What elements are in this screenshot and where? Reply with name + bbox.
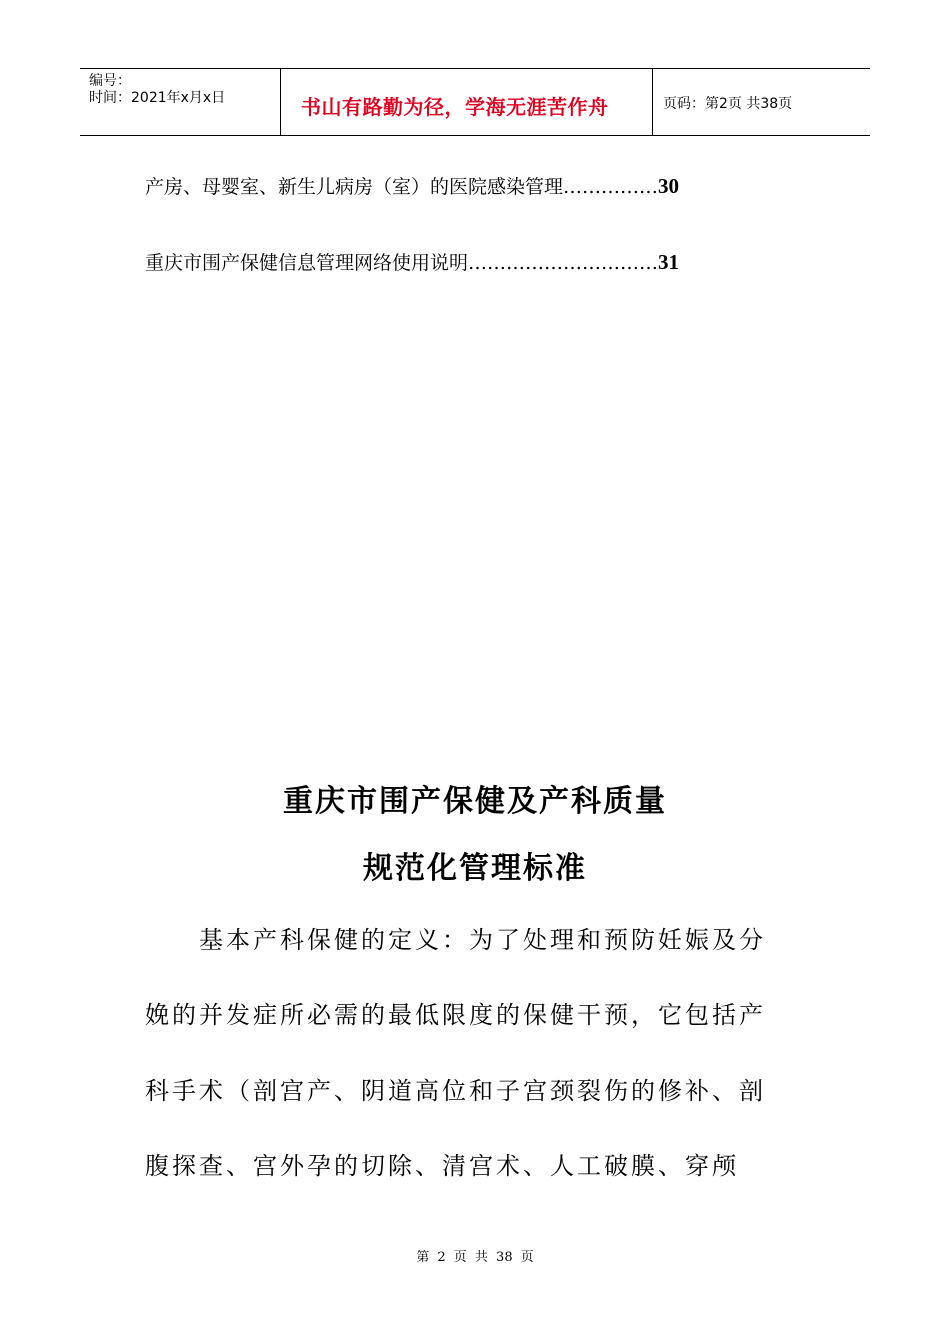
toc-entry-page: 30	[658, 174, 680, 198]
toc-entry-text: 产房、母婴室、新生儿病房（室）的医院感染管理	[145, 176, 564, 198]
number-label: 编号：	[89, 73, 131, 89]
body-text-line: 基本产科保健的定义：为了处理和预防妊娠及分	[145, 926, 766, 954]
header-motto: 书山有路勤为径，学海无涯苦作舟	[281, 69, 653, 135]
toc-entry	[145, 248, 785, 275]
document-title-line-2: 规范化管理标准	[363, 851, 587, 886]
toc-entry-text: 重庆市围产保健信息管理网络使用说明	[145, 252, 469, 274]
body-text-line: 科手术（剖宫产、阴道高位和子宫颈裂伤的修补、剖	[145, 1077, 766, 1105]
document-title-line-1: 重庆市围产保健及产科质量	[283, 784, 667, 819]
header-meta	[80, 69, 281, 135]
page-header	[80, 68, 870, 136]
body-text-line: 娩的并发症所必需的最低限度的保健干预，它包括产	[145, 1001, 766, 1029]
toc-entry	[145, 172, 785, 199]
time-label: 时间：2021年x月x日	[89, 90, 226, 106]
body-text-line: 腹探查、宫外孕的切除、清宫术、人工破膜、穿颅	[145, 1152, 739, 1180]
header-page-info: 页码：第2页 共38页	[663, 96, 793, 112]
toc-entry-dots: ……………	[563, 176, 659, 198]
page-footer: 第 2 页 共 38 页	[416, 1250, 534, 1265]
toc-entry-dots: …………………………	[468, 252, 659, 274]
toc-entry-page: 31	[658, 250, 680, 274]
